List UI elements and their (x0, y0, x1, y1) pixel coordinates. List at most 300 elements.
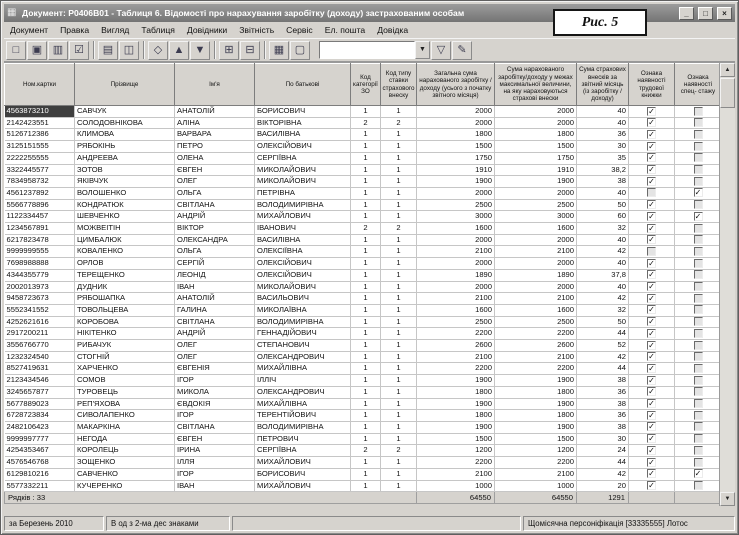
contribution-sum-cell: 38 (577, 375, 629, 387)
special-service-checkbox[interactable] (694, 270, 703, 279)
capped-income-cell: 2000 (495, 187, 577, 199)
capped-income-cell: 1500 (495, 141, 577, 153)
first-name-cell: ГАЛИНА (175, 304, 255, 316)
print-button[interactable] (98, 41, 118, 60)
card-number-cell: 2142423551 (5, 117, 75, 129)
column-header-has-work-book[interactable]: Ознака наявності трудової книжки (629, 64, 675, 106)
has-work-book-cell (629, 234, 675, 246)
work-book-checkbox[interactable]: ✓ (648, 270, 655, 280)
category-code-cell: 1 (351, 164, 381, 176)
has-work-book-cell (629, 187, 675, 199)
total-contribution-value: 1291 (577, 492, 629, 504)
special-service-checkbox[interactable]: ✓ (694, 469, 702, 479)
work-book-checkbox[interactable]: ✓ (648, 176, 655, 186)
special-service-checkbox[interactable] (694, 341, 703, 350)
table-row[interactable] (5, 457, 722, 469)
rate-type-code-cell: 1 (381, 106, 417, 118)
total-capped-value: 64550 (495, 492, 577, 504)
column-header-has-special-service[interactable]: Ознака наявності спец- стажу (675, 64, 722, 106)
special-service-checkbox[interactable] (694, 352, 703, 361)
special-service-checkbox[interactable] (694, 422, 703, 431)
table-row[interactable] (5, 199, 722, 211)
has-special-service-cell (675, 410, 722, 422)
table-row[interactable] (5, 281, 722, 293)
vertical-scrollbar[interactable] (719, 63, 735, 506)
surname-cell: РИБАЧУК (75, 340, 175, 352)
column-header-surname[interactable]: Прізвище (75, 64, 175, 106)
has-work-book-cell (629, 445, 675, 457)
surname-cell: ЯКІВЧУК (75, 176, 175, 188)
contribution-sum-cell: 30 (577, 141, 629, 153)
has-work-book-cell (629, 223, 675, 235)
table-row[interactable] (5, 223, 722, 235)
has-special-service-cell (675, 269, 722, 281)
patronymic-cell: ОЛЕКСІЙОВИЧ (255, 258, 351, 270)
table-row[interactable] (5, 187, 722, 199)
card-number-cell: 1232324540 (5, 351, 75, 363)
table-row[interactable] (5, 141, 722, 153)
rate-type-code-cell: 1 (381, 351, 417, 363)
first-name-cell: ОЛЕНА (175, 152, 255, 164)
table-row[interactable] (5, 445, 722, 457)
work-book-checkbox[interactable]: ✓ (648, 165, 655, 175)
has-work-book-cell (629, 293, 675, 305)
work-book-checkbox[interactable] (647, 188, 656, 197)
contribution-sum-cell: 42 (577, 468, 629, 480)
column-header-patronymic[interactable]: По батькові (255, 64, 351, 106)
rate-type-code-cell: 1 (381, 468, 417, 480)
first-name-cell: ОЛЕГ (175, 340, 255, 352)
special-service-checkbox[interactable] (694, 399, 703, 408)
data-grid-area (4, 62, 735, 506)
patronymic-cell: ПЕТРОВИЧ (255, 433, 351, 445)
arrow-down-icon: ▼ (724, 496, 731, 502)
scrollbar-thumb[interactable] (720, 78, 735, 108)
menu-item-document[interactable]: Документ (10, 25, 49, 35)
column-header-category-code[interactable]: Код категорії ЗО (351, 64, 381, 106)
work-book-checkbox[interactable]: ✓ (648, 481, 655, 490)
app-icon: ▦ (7, 7, 17, 18)
capped-income-cell: 2200 (495, 457, 577, 469)
table-row[interactable] (5, 433, 722, 445)
patronymic-cell: МИКОЛАЇВНА (255, 304, 351, 316)
menu-item-service[interactable]: Сервіс (286, 25, 313, 35)
total-income-cell: 1800 (417, 129, 495, 141)
special-service-checkbox[interactable] (694, 481, 703, 490)
card-number-cell: 3245657877 (5, 386, 75, 398)
maximize-button[interactable]: □ (698, 7, 713, 20)
patronymic-cell: ПЕТРІВНА (255, 187, 351, 199)
has-work-book-cell (629, 258, 675, 270)
table-row[interactable] (5, 152, 722, 164)
patronymic-cell: ВАСИЛІВНА (255, 129, 351, 141)
special-service-checkbox[interactable] (694, 376, 703, 385)
patronymic-cell: МИХАЙЛОВИЧ (255, 480, 351, 492)
contribution-sum-cell: 30 (577, 433, 629, 445)
work-book-checkbox[interactable]: ✓ (648, 375, 655, 385)
work-book-checkbox[interactable]: ✓ (648, 363, 655, 373)
card-number-cell: 6217823478 (5, 234, 75, 246)
special-service-checkbox[interactable] (694, 177, 703, 186)
column-header-contribution-sum[interactable]: Сума страхових внесків за звітний місяць (із заробітку / доходу) (577, 64, 629, 106)
special-service-checkbox[interactable] (694, 329, 703, 338)
new-document-button[interactable] (6, 41, 26, 60)
capped-income-cell: 1900 (495, 398, 577, 410)
total-income-cell: 2200 (417, 328, 495, 340)
scroll-up-button[interactable] (720, 63, 735, 77)
contribution-sum-cell: 36 (577, 410, 629, 422)
work-book-checkbox[interactable]: ✓ (648, 129, 655, 139)
rate-type-code-cell: 1 (381, 164, 417, 176)
contribution-sum-cell: 38,2 (577, 164, 629, 176)
has-special-service-cell (675, 386, 722, 398)
special-service-checkbox[interactable] (694, 434, 703, 443)
first-name-cell: ОЛЬГА (175, 187, 255, 199)
card-number-cell: 5566778896 (5, 199, 75, 211)
filter-button[interactable] (431, 41, 451, 60)
total-income-cell: 3000 (417, 211, 495, 223)
rate-type-code-cell: 1 (381, 258, 417, 270)
capped-income-cell: 1600 (495, 223, 577, 235)
work-book-checkbox[interactable]: ✓ (648, 387, 655, 397)
menu-item-reports[interactable]: Звітність (239, 25, 275, 35)
menu-item-edit[interactable]: Правка (60, 25, 90, 35)
special-service-checkbox[interactable] (694, 387, 703, 396)
menu-item-directories[interactable]: Довідники (186, 25, 228, 35)
category-code-cell: 1 (351, 410, 381, 422)
scrollbar-track[interactable] (720, 77, 735, 492)
has-special-service-cell (675, 211, 722, 223)
special-service-checkbox[interactable] (694, 118, 703, 127)
category-code-cell: 1 (351, 468, 381, 480)
delete-row-button[interactable] (240, 41, 260, 60)
table-row[interactable] (5, 386, 722, 398)
contribution-sum-cell: 32 (577, 304, 629, 316)
work-book-checkbox[interactable]: ✓ (648, 340, 655, 350)
insert-row-button[interactable] (219, 41, 239, 60)
table-row[interactable] (5, 468, 722, 480)
has-special-service-cell (675, 304, 722, 316)
total-income-cell: 1500 (417, 141, 495, 153)
table-row[interactable] (5, 480, 722, 492)
contribution-sum-cell: 40 (577, 234, 629, 246)
table-row[interactable] (5, 375, 722, 387)
total-income-cell: 2000 (417, 106, 495, 118)
surname-cell: АНДРЕЕВА (75, 152, 175, 164)
special-service-checkbox[interactable] (694, 247, 703, 256)
check-document-button[interactable] (69, 41, 89, 60)
capped-income-cell: 1500 (495, 433, 577, 445)
card-number-cell: 4254353467 (5, 445, 75, 457)
work-book-checkbox[interactable]: ✓ (648, 282, 655, 292)
has-work-book-cell (629, 304, 675, 316)
has-work-book-cell (629, 363, 675, 375)
table-row[interactable] (5, 340, 722, 352)
capped-income-cell: 1600 (495, 304, 577, 316)
has-work-book-cell (629, 316, 675, 328)
table-row[interactable] (5, 421, 722, 433)
work-book-checkbox[interactable]: ✓ (648, 223, 655, 233)
rate-type-code-cell: 1 (381, 433, 417, 445)
has-special-service-cell (675, 340, 722, 352)
menu-item-table[interactable]: Таблиця (141, 25, 175, 35)
special-service-checkbox[interactable]: ✓ (694, 188, 702, 198)
first-name-cell: АНДРІЙ (175, 328, 255, 340)
special-service-checkbox[interactable] (694, 224, 703, 233)
special-service-checkbox[interactable] (694, 317, 703, 326)
patronymic-cell: ОЛЕКСАНДРОВИЧ (255, 351, 351, 363)
total-income-cell: 1900 (417, 176, 495, 188)
surname-cell: ТУРОВЕЦЬ (75, 386, 175, 398)
rate-type-code-cell: 1 (381, 304, 417, 316)
first-name-cell: СЕРГІЙ (175, 258, 255, 270)
grid-view-button[interactable] (269, 41, 289, 60)
has-work-book-cell (629, 176, 675, 188)
rate-type-code-cell: 1 (381, 316, 417, 328)
table-row[interactable] (5, 164, 722, 176)
surname-cell: САВЧЕНКО (75, 468, 175, 480)
table-row[interactable] (5, 176, 722, 188)
has-special-service-cell (675, 375, 722, 387)
has-special-service-cell (675, 129, 722, 141)
has-work-book-cell (629, 281, 675, 293)
scroll-down-button[interactable] (720, 492, 735, 506)
move-down-button[interactable] (190, 41, 210, 60)
work-book-checkbox[interactable]: ✓ (648, 422, 655, 432)
surname-cell: РЯБОШАПКА (75, 293, 175, 305)
category-code-cell: 1 (351, 281, 381, 293)
open-document-icon: ▣ (31, 43, 43, 56)
table-row[interactable] (5, 269, 722, 281)
status-app-info: Щомісячна персоніфікація [33335555] Лотос (523, 516, 735, 531)
work-book-checkbox[interactable]: ✓ (648, 328, 655, 338)
card-view-button[interactable] (290, 41, 310, 60)
totals-empty-cell (675, 492, 722, 504)
total-income-value: 64550 (417, 492, 495, 504)
has-work-book-cell (629, 199, 675, 211)
table-row[interactable] (5, 211, 722, 223)
has-special-service-cell (675, 457, 722, 469)
special-service-checkbox[interactable] (694, 153, 703, 162)
special-service-checkbox[interactable] (694, 235, 703, 244)
work-book-checkbox[interactable]: ✓ (648, 457, 655, 467)
work-book-checkbox[interactable]: ✓ (648, 352, 655, 362)
check-document-icon: ☑ (74, 43, 84, 56)
first-name-cell: СВІТЛАНА (175, 316, 255, 328)
capped-income-cell: 2000 (495, 258, 577, 270)
move-up-button[interactable] (169, 41, 189, 60)
save-document-button[interactable] (48, 41, 68, 60)
first-name-cell: ОЛЕГ (175, 351, 255, 363)
work-book-checkbox[interactable]: ✓ (648, 399, 655, 409)
work-book-checkbox[interactable]: ✓ (648, 153, 655, 163)
special-service-checkbox[interactable] (694, 200, 703, 209)
table-row[interactable] (5, 363, 722, 375)
patronymic-cell: ОЛЕКСІЙОВИЧ (255, 269, 351, 281)
table-row[interactable] (5, 234, 722, 246)
has-special-service-cell (675, 152, 722, 164)
total-income-cell: 1750 (417, 152, 495, 164)
first-name-cell: ВІКТОР (175, 223, 255, 235)
category-code-cell: 2 (351, 445, 381, 457)
open-document-button[interactable] (27, 41, 47, 60)
category-code-cell: 1 (351, 386, 381, 398)
chevron-down-icon[interactable]: ▼ (415, 41, 430, 59)
has-special-service-cell (675, 141, 722, 153)
first-name-cell: ЄВГЕН (175, 164, 255, 176)
column-header-capped-income[interactable]: Сума нарахованого заробітку/доходу у межах максимальної величини, на яку нараховуються страхові внески (495, 64, 577, 106)
table-row[interactable] (5, 106, 722, 118)
column-header-card-number[interactable]: Ном.картки (5, 64, 75, 106)
card-number-cell: 8527419631 (5, 363, 75, 375)
validate-button[interactable] (148, 41, 168, 60)
total-income-cell: 1600 (417, 304, 495, 316)
category-code-cell: 1 (351, 363, 381, 375)
surname-cell: МАКАРКІНА (75, 421, 175, 433)
surname-cell: ХАРЧЕНКО (75, 363, 175, 375)
column-header-first-name[interactable]: Ім'я (175, 64, 255, 106)
surname-cell: ЦИМБАЛЮК (75, 234, 175, 246)
has-special-service-cell (675, 246, 722, 258)
table-row[interactable] (5, 258, 722, 270)
table-row[interactable] (5, 398, 722, 410)
surname-cell: ШЕВЧЕНКО (75, 211, 175, 223)
category-code-cell: 1 (351, 258, 381, 270)
capped-income-cell: 1000 (495, 480, 577, 492)
special-service-checkbox[interactable] (694, 364, 703, 373)
table-row[interactable] (5, 351, 722, 363)
surname-cell: РЯБОКІНЬ (75, 141, 175, 153)
category-code-cell: 2 (351, 117, 381, 129)
total-income-cell: 1890 (417, 269, 495, 281)
has-special-service-cell (675, 316, 722, 328)
total-income-cell: 1600 (417, 223, 495, 235)
category-code-cell: 1 (351, 398, 381, 410)
work-book-checkbox[interactable]: ✓ (648, 258, 655, 268)
has-special-service-cell (675, 328, 722, 340)
surname-cell: НІКІТЕНКО (75, 328, 175, 340)
rate-type-code-cell: 1 (381, 152, 417, 164)
total-income-cell: 1500 (417, 433, 495, 445)
work-book-checkbox[interactable]: ✓ (648, 200, 655, 210)
work-book-checkbox[interactable] (647, 247, 656, 256)
work-book-checkbox[interactable]: ✓ (648, 317, 655, 327)
print-preview-icon: ◫ (123, 43, 135, 56)
menu-item-view[interactable]: Вигляд (101, 25, 130, 35)
special-service-checkbox[interactable] (694, 130, 703, 139)
surname-cell: ДУДНИК (75, 281, 175, 293)
work-book-checkbox[interactable]: ✓ (648, 293, 655, 303)
toolbar-separator (214, 41, 215, 59)
table-row[interactable] (5, 117, 722, 129)
capped-income-cell: 2000 (495, 234, 577, 246)
rate-type-code-cell: 1 (381, 187, 417, 199)
bottom-filler (4, 506, 735, 514)
table-row[interactable] (5, 246, 722, 258)
work-book-checkbox[interactable]: ✓ (648, 118, 655, 128)
has-special-service-cell (675, 164, 722, 176)
rate-type-code-cell: 2 (381, 117, 417, 129)
column-header-total-income[interactable]: Загальна сума нарахованого заробітку / доходу (усього з початку звітного місяця) (417, 64, 495, 106)
arrow-up-icon: ▲ (724, 67, 731, 73)
work-book-checkbox[interactable]: ✓ (648, 141, 655, 151)
work-book-checkbox[interactable]: ✓ (648, 445, 655, 455)
card-number-cell: 4563873210 (5, 106, 75, 118)
surname-cell: САВЧУК (75, 106, 175, 118)
close-button[interactable]: × (717, 7, 732, 20)
table-row[interactable] (5, 410, 722, 422)
special-service-checkbox[interactable] (694, 458, 703, 467)
print-preview-button[interactable] (119, 41, 139, 60)
menu-item-email[interactable]: Ел. пошта (324, 25, 366, 35)
card-number-cell: 4344355779 (5, 269, 75, 281)
rate-type-code-cell: 1 (381, 457, 417, 469)
total-income-cell: 2600 (417, 340, 495, 352)
card-number-cell: 5552341552 (5, 304, 75, 316)
table-row[interactable] (5, 293, 722, 305)
table-row[interactable] (5, 304, 722, 316)
special-service-checkbox[interactable] (694, 411, 703, 420)
special-service-checkbox[interactable] (694, 107, 703, 116)
work-book-checkbox[interactable]: ✓ (648, 434, 655, 444)
capped-income-cell: 1900 (495, 176, 577, 188)
first-name-cell: ЄВГЕН (175, 433, 255, 445)
insert-row-icon: ⊞ (224, 43, 234, 56)
table-row[interactable] (5, 316, 722, 328)
first-name-cell: ВАРВАРА (175, 129, 255, 141)
work-book-checkbox[interactable]: ✓ (648, 106, 655, 116)
table-row[interactable] (5, 129, 722, 141)
work-book-checkbox[interactable]: ✓ (648, 410, 655, 420)
contribution-sum-cell: 38 (577, 398, 629, 410)
special-service-checkbox[interactable] (694, 165, 703, 174)
patronymic-cell: ВОЛОДИМИРІВНА (255, 199, 351, 211)
surname-cell: КОВАЛЕНКО (75, 246, 175, 258)
special-service-checkbox[interactable] (694, 294, 703, 303)
work-book-checkbox[interactable]: ✓ (648, 211, 655, 221)
table-row[interactable] (5, 328, 722, 340)
has-work-book-cell (629, 211, 675, 223)
capped-income-cell: 1890 (495, 269, 577, 281)
filter-combo-input[interactable] (319, 41, 415, 59)
first-name-cell: ЄВДОКІЯ (175, 398, 255, 410)
special-service-checkbox[interactable] (694, 305, 703, 314)
table-header-row (5, 64, 722, 106)
patronymic-cell: ВОЛОДИМИРІВНА (255, 421, 351, 433)
work-book-checkbox[interactable]: ✓ (648, 235, 655, 245)
menu-item-help[interactable]: Довідка (377, 25, 409, 35)
print-icon: ▤ (102, 43, 114, 56)
rate-type-code-cell: 1 (381, 386, 417, 398)
rate-type-code-cell: 1 (381, 199, 417, 211)
totals-empty-cell (629, 492, 675, 504)
save-document-icon: ▥ (52, 43, 64, 56)
special-service-checkbox[interactable] (694, 259, 703, 268)
patronymic-cell: СЕРГІЇВНА (255, 152, 351, 164)
column-header-rate-type-code[interactable]: Код типу ставки страхового внеску (381, 64, 417, 106)
work-book-checkbox[interactable]: ✓ (648, 305, 655, 315)
filter-combo[interactable] (319, 41, 430, 59)
rate-type-code-cell: 1 (381, 421, 417, 433)
work-book-checkbox[interactable]: ✓ (648, 469, 655, 479)
special-service-checkbox[interactable] (694, 446, 703, 455)
special-service-checkbox[interactable] (694, 142, 703, 151)
special-service-checkbox[interactable] (694, 282, 703, 291)
card-number-cell: 2002013973 (5, 281, 75, 293)
special-service-checkbox[interactable]: ✓ (694, 211, 702, 221)
find-button[interactable] (452, 41, 472, 60)
minimize-button[interactable]: _ (679, 7, 694, 20)
